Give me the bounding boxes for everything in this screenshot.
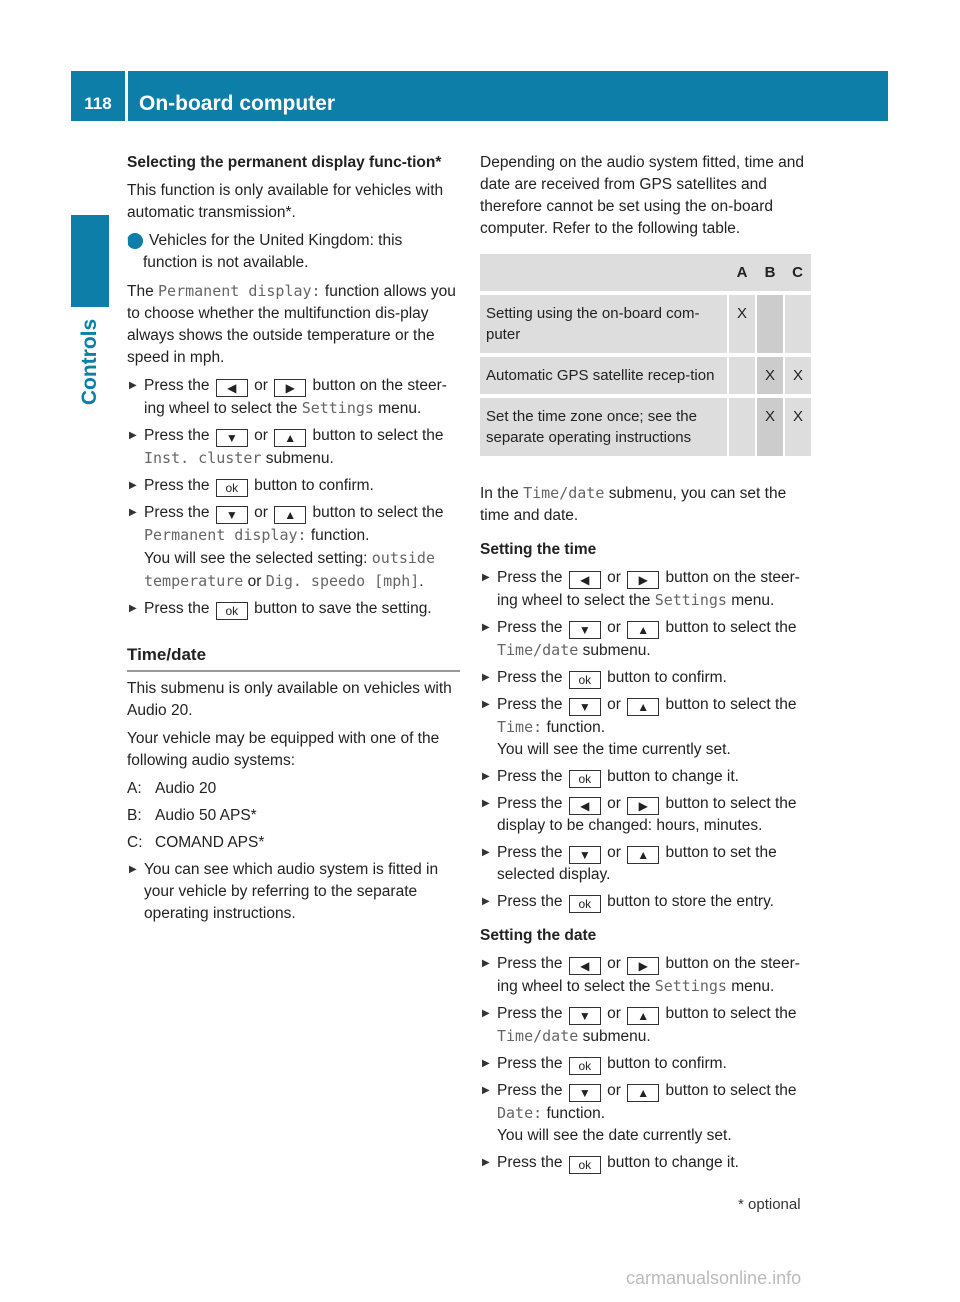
permanent-display-heading: Selecting the permanent display func-tion*: [127, 154, 442, 171]
table-row-description: Setting using the on-board com-puter: [480, 293, 728, 355]
table-cell-mark: [728, 396, 756, 456]
instruction-step: ▶ Press the ▼ or ▲ button to select the Time/date submenu.: [480, 617, 813, 662]
table-row: [480, 396, 811, 456]
left-arrow-key-icon: ◀: [569, 797, 601, 815]
setting-time-heading: Setting the time: [480, 541, 597, 558]
instruction-step: ▶ Press the ◀ or ▶ button on the steer-ing wheel to select the Settings menu.: [127, 375, 460, 420]
section-title-time-date: Time/date: [127, 644, 460, 672]
down-arrow-key-icon: ▼: [569, 846, 601, 864]
right-arrow-key-icon: ▶: [627, 957, 659, 975]
table-row: [480, 293, 811, 355]
ok-key-icon: ok: [569, 1057, 601, 1075]
left-steps: [127, 375, 460, 620]
instruction-step: ▶ Press the ok button to confirm.: [127, 475, 460, 497]
audio-system-step: ▶ You can see which audio system is fitted in your vehicle by referring to the separate operating instructions.: [127, 859, 460, 925]
table-row-description: Automatic GPS satellite recep-tion: [480, 355, 728, 396]
instruction-step: ▶ Press the ▼ or ▲ button to select the Inst. cluster submenu.: [127, 425, 460, 470]
ok-key-icon: ok: [216, 479, 248, 497]
up-arrow-key-icon: ▲: [627, 698, 659, 716]
audio-systems-list: [127, 778, 460, 854]
intro-text: This function is only available for vehicles with automatic transmission*.: [127, 182, 444, 221]
table-cell-mark: X: [784, 396, 811, 456]
up-arrow-key-icon: ▲: [627, 1007, 659, 1025]
table-cell-mark: [728, 355, 756, 396]
table-cell-mark: X: [756, 396, 784, 456]
up-arrow-key-icon: ▲: [627, 1084, 659, 1102]
submenu-availability: This submenu is only available on vehicles with Audio 20.: [127, 680, 452, 719]
table-header-c: C: [784, 254, 811, 293]
right-arrow-key-icon: ▶: [627, 797, 659, 815]
up-arrow-key-icon: ▲: [627, 846, 659, 864]
table-cell-mark: X: [784, 355, 811, 396]
instruction-step: ▶ Press the ok button to store the entry.: [480, 891, 813, 913]
right-arrow-key-icon: ▶: [627, 571, 659, 589]
ok-key-icon: ok: [569, 770, 601, 788]
audio-systems-intro: Your vehicle may be equipped with one of the following audio systems:: [127, 730, 440, 769]
page-number: 118: [84, 94, 112, 113]
table-cell-mark: X: [756, 355, 784, 396]
instruction-step: ▶ Press the ◀ or ▶ button on the steer-ing wheel to select the Settings menu.: [480, 567, 813, 612]
info-note: i Vehicles for the United Kingdom: this function is not available.: [125, 232, 403, 271]
ok-key-icon: ok: [216, 602, 248, 620]
table-row-description: Set the time zone once; see the separate operating instructions: [480, 396, 728, 456]
audio-system-table: [480, 254, 811, 456]
up-arrow-key-icon: ▲: [274, 506, 306, 524]
instruction-step: ▶ Press the ◀ or ▶ button to select the display to be changed: hours, minutes.: [480, 793, 813, 837]
table-cell-mark: [784, 293, 811, 355]
down-arrow-key-icon: ▼: [216, 429, 248, 447]
down-arrow-key-icon: ▼: [216, 506, 248, 524]
instruction-step: ▶ Press the ok button to save the setting.: [127, 598, 460, 620]
table-header-b: B: [756, 254, 784, 293]
left-arrow-key-icon: ◀: [216, 379, 248, 397]
table-header-blank: [480, 254, 728, 293]
gps-intro: Depending on the audio system fitted, time and date are received from GPS satellites and therefore cannot be set using the on-board computer. Refer to the following table.: [480, 154, 804, 237]
table-header-a: A: [728, 254, 756, 293]
table-cell-mark: X: [728, 293, 756, 355]
header-divider: [125, 71, 128, 121]
ok-key-icon: ok: [569, 1156, 601, 1174]
down-arrow-key-icon: ▼: [569, 1007, 601, 1025]
table-row: [480, 355, 811, 396]
audio-system-item: B: Audio 50 APS*: [127, 807, 257, 824]
down-arrow-key-icon: ▼: [569, 698, 601, 716]
up-arrow-key-icon: ▲: [627, 621, 659, 639]
instruction-step: ▶ Press the ▼ or ▲ button to select the Permanent display: function. You will see the selected setting: outside temperature or Dig. speedo [mph].: [127, 502, 460, 593]
ok-key-icon: ok: [569, 671, 601, 689]
right-column: [480, 152, 813, 1179]
left-arrow-key-icon: ◀: [569, 957, 601, 975]
instruction-step: ▶ Press the ▼ or ▲ button to set the selected display.: [480, 842, 813, 886]
up-arrow-key-icon: ▲: [274, 429, 306, 447]
down-arrow-key-icon: ▼: [569, 1084, 601, 1102]
side-tab-label: Controls: [78, 318, 101, 406]
watermark: carmanualsonline.info: [626, 1268, 802, 1288]
table-cell-mark: [756, 293, 784, 355]
audio-system-item: A: Audio 20: [127, 780, 217, 797]
instruction-step: ▶ Press the ◀ or ▶ button on the steer-ing wheel to select the Settings menu.: [480, 953, 813, 998]
audio-system-item: C: COMAND APS*: [127, 834, 265, 851]
instruction-step: ▶ Press the ok button to confirm.: [480, 1053, 813, 1075]
time-steps: [480, 567, 813, 913]
time-date-submenu-text: In the Time/date submenu, you can set the time and date.: [480, 484, 787, 524]
left-arrow-key-icon: ◀: [569, 571, 601, 589]
side-tab-marker: [71, 215, 109, 307]
instruction-step: ▶ Press the ok button to change it.: [480, 1152, 813, 1174]
instruction-step: ▶ Press the ok button to confirm.: [480, 667, 813, 689]
instruction-step: ▶ Press the ▼ or ▲ button to select the Time: function. You will see the time currently set.: [480, 694, 813, 761]
instruction-step: ▶ Press the ▼ or ▲ button to select the Time/date submenu.: [480, 1003, 813, 1048]
left-column: [127, 152, 460, 930]
instruction-step: ▶ Press the ▼ or ▲ button to select the Date: function. You will see the date currently set.: [480, 1080, 813, 1147]
ok-key-icon: ok: [569, 895, 601, 913]
setting-date-heading: Setting the date: [480, 927, 597, 944]
page-title: On-board computer: [139, 92, 336, 115]
date-steps: [480, 953, 813, 1174]
info-icon: i: [127, 233, 143, 249]
description: The Permanent display: function allows you to choose whether the multifunction dis-play always shows the outside temperature or the speed in mph.: [127, 282, 456, 366]
right-arrow-key-icon: ▶: [274, 379, 306, 397]
instruction-step: ▶ Press the ok button to change it.: [480, 766, 813, 788]
footnote: * optional: [738, 1196, 801, 1213]
down-arrow-key-icon: ▼: [569, 621, 601, 639]
